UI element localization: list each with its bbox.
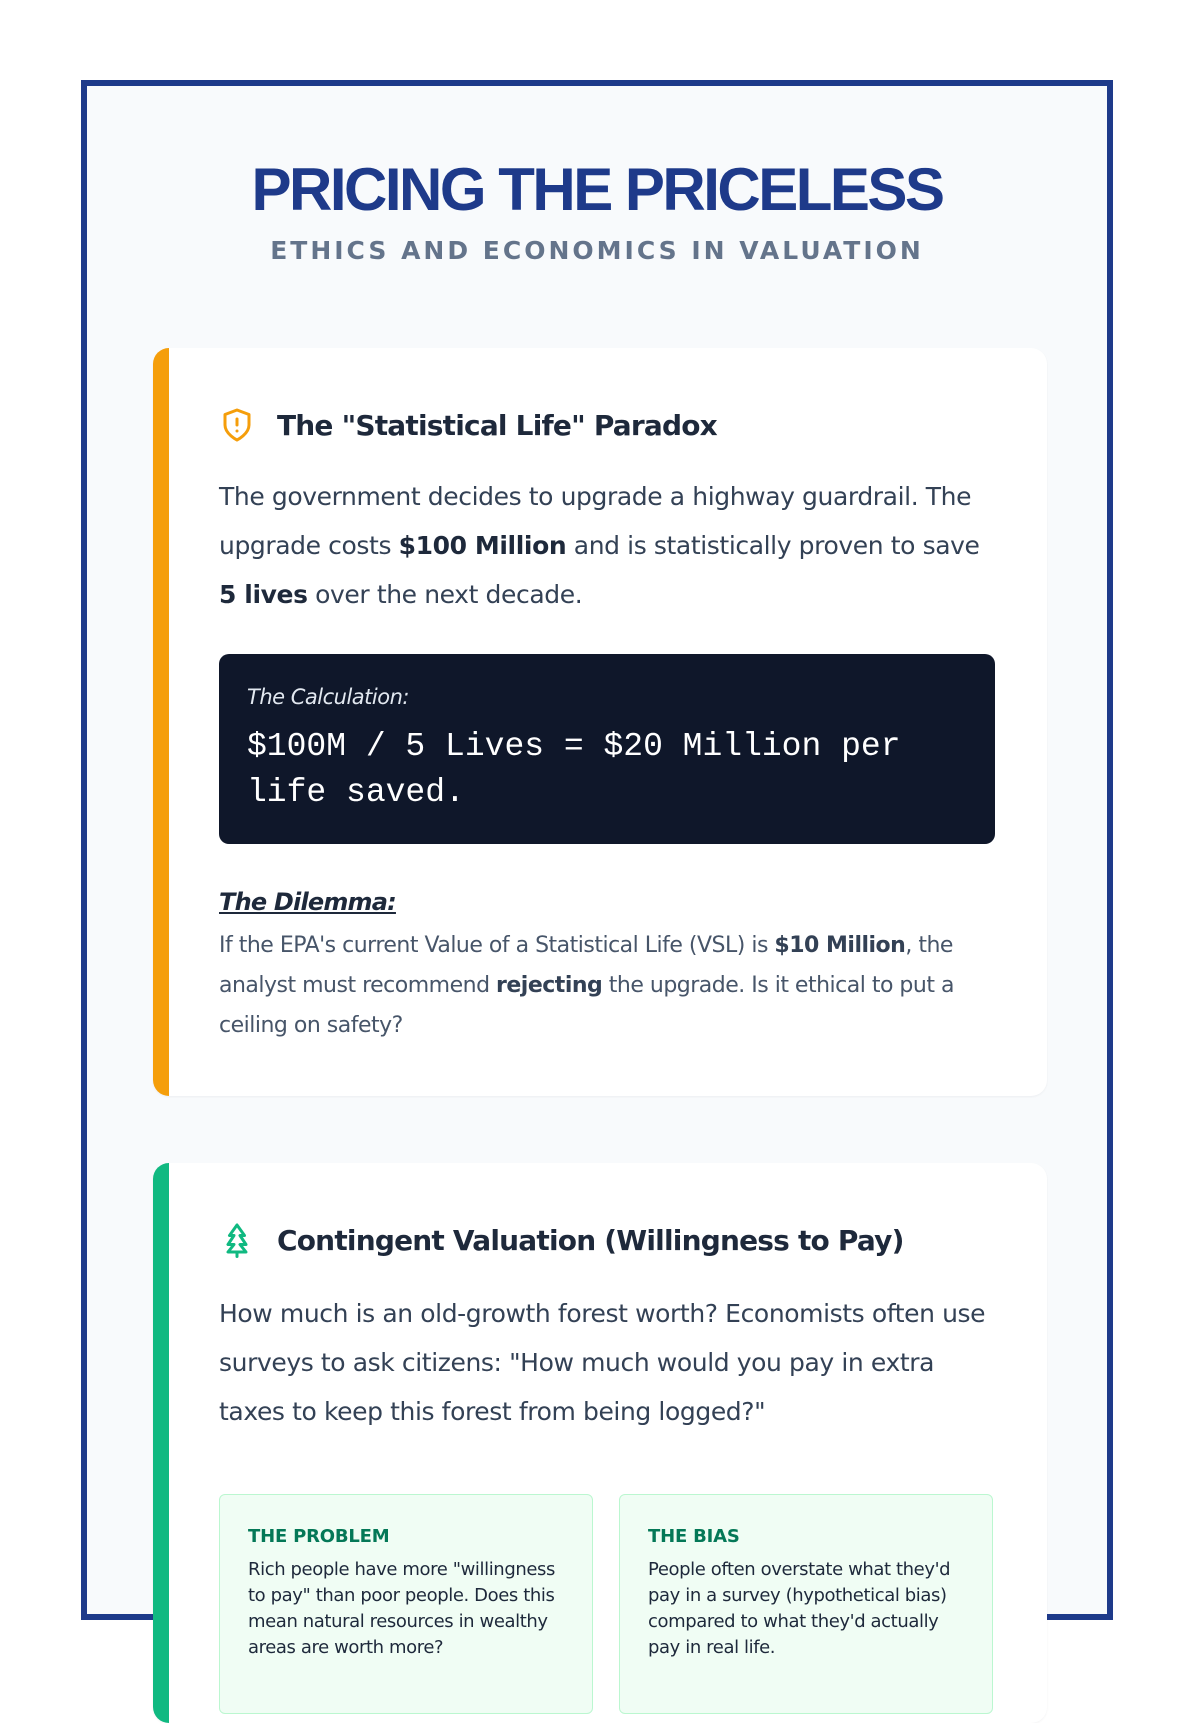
card-header: [219, 403, 717, 447]
forest-paragraph: How much is an old-growth forest worth? Economists often use surveys to ask citizens: "How much would you pay in extra taxes to keep this forest from being logged?": [219, 1299, 986, 1426]
dilemma-text: If the EPA's current Value of a Statistical Life (VSL) is $10 Million, the analyst must recommend rejecting the upgrade. Is it ethical to put a ceiling on safety?: [219, 933, 954, 1038]
bias-title: THE BIAS: [648, 1526, 740, 1547]
contingent-valuation-card: [153, 1163, 1047, 1723]
dilemma-title: The Dilemma:: [219, 888, 396, 916]
statistical-life-card: [153, 348, 1047, 1096]
tree-icon: [219, 1222, 255, 1258]
bias-box: [619, 1494, 993, 1714]
card-title: Contingent Valuation (Willingness to Pay): [277, 1223, 904, 1257]
problem-box: [219, 1494, 593, 1714]
reject-word: rejecting: [496, 973, 603, 998]
card-header: [219, 1218, 904, 1262]
bias-text: People often overstate what they'd pay in a survey (hypothetical bias) compared to what they'd actually pay in real life.: [648, 1559, 951, 1658]
calculation-box: [219, 654, 995, 844]
card-title: The "Statistical Life" Paradox: [277, 408, 717, 442]
page-subtitle: ETHICS AND ECONOMICS IN VALUATION: [270, 236, 924, 265]
cost-value: $100 Million: [398, 531, 567, 560]
lives-value: 5 lives: [219, 580, 308, 609]
calculation-formula: $100M / 5 Lives = $20 Million per life saved.: [247, 728, 901, 811]
shield-alert-icon: [219, 407, 255, 443]
page-title: PRICING THE PRICELESS: [251, 156, 943, 223]
calculation-label: The Calculation:: [247, 685, 409, 709]
scenario-paragraph: The government decides to upgrade a highway guardrail. The upgrade costs $100 Million and is statistically proven to save 5 lives over the next decade.: [219, 482, 980, 609]
problem-text: Rich people have more "willingness to pay" than poor people. Does this mean natural resources in wealthy areas are worth more?: [248, 1559, 555, 1658]
problem-title: THE PROBLEM: [248, 1526, 390, 1547]
vsl-value: $10 Million: [774, 933, 906, 958]
infographic-frame: [81, 80, 1113, 1658]
